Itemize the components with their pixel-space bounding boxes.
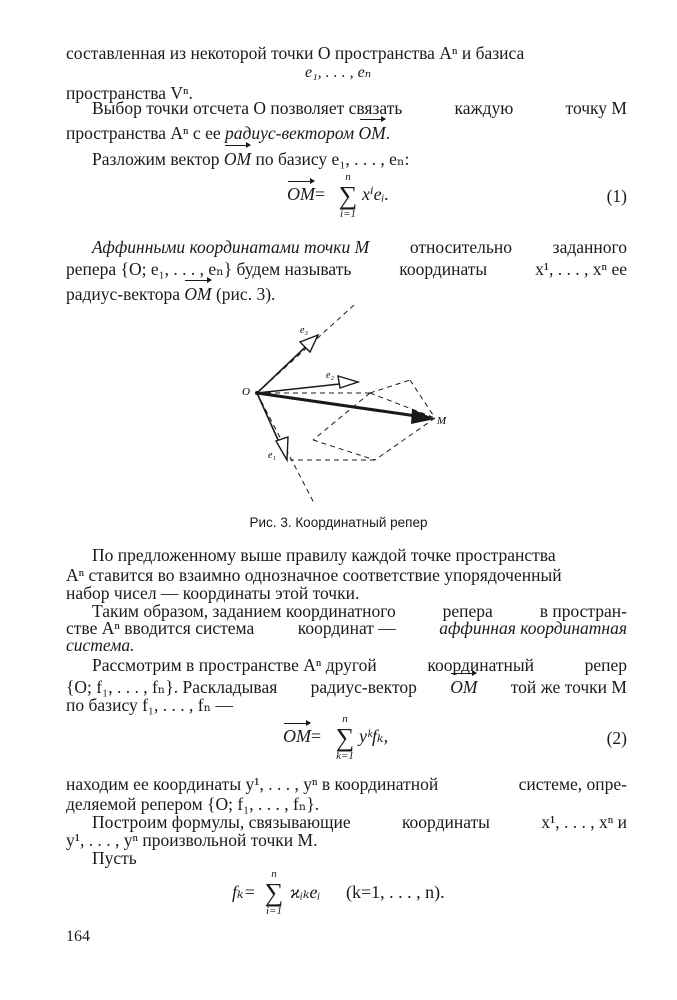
page-number: 164 — [66, 928, 90, 945]
equation-1: OM= n ∑ i=1 xⁱeᵢ. (1) — [287, 171, 627, 220]
label-e2: e₂ — [326, 370, 334, 381]
text-line: e₁, . . . , eₙ — [305, 64, 372, 81]
figure-caption: Рис. 3. Координатный репер — [249, 515, 428, 530]
label-e1: e₁ — [268, 450, 276, 461]
vector-OM — [257, 393, 430, 418]
text-line: {O; f₁, . . . , fₙ}. Раскладывая радиус-вектор OM той же точки M — [66, 677, 627, 697]
text-line: Таким образом, заданием координатного репера в простран- — [92, 601, 627, 621]
text-line: Рассмотрим в пространстве Aⁿ другой координатный репер — [92, 655, 627, 675]
text-line: составленная из некоторой точки O пространства Aⁿ и базиса — [66, 43, 525, 63]
label-M: M — [437, 415, 447, 427]
text-line: Пусть — [92, 848, 137, 868]
sum-sign: n ∑ i=1 — [264, 868, 284, 917]
sum-sign: n ∑ i=1 — [338, 171, 358, 220]
text-line: пространства Vⁿ. — [66, 83, 193, 103]
equation-2: OM= n ∑ k=1 yᵏfₖ, (2) — [283, 713, 627, 762]
label-e3: e₃ — [300, 325, 308, 336]
text-line: репера {O; e₁, . . . , eₙ} будем называть координаты x¹, . . . , xⁿ ее — [66, 259, 627, 279]
figure-coordinate-frame — [230, 300, 460, 505]
text-line: набор чисел — координаты этой точки. — [66, 583, 360, 603]
text-line: Выбор точки отсчета O позволяет связать каждую точку M — [92, 98, 627, 118]
text-line: Аффинными координатами точки M относительно заданного — [92, 237, 627, 257]
text-line: стве Aⁿ вводится система координат — аффинная координатная — [66, 618, 627, 638]
equation-3: fₖ= n ∑ i=1 ϰᵢₖeᵢ (k=1, . . . , n). — [232, 868, 445, 917]
text-line: система. — [66, 635, 135, 655]
text-line: Разложим вектор OM по базису e₁, . . . , eₙ: — [92, 149, 410, 169]
sum-sign: n ∑ k=1 — [335, 713, 355, 762]
text-line: Построим формулы, связывающие координаты x¹, . . . , xⁿ и — [92, 812, 627, 832]
text-line: y¹, . . . , yⁿ произвольной точки M. — [66, 830, 318, 850]
text-line: По предложенному выше правилу каждой точке пространства — [92, 545, 556, 565]
text-line: Aⁿ ставится во взаимно однозначное соответствие упорядоченный — [66, 565, 562, 585]
text-line: пространства Aⁿ с ее радиус-вектором OM. — [66, 123, 391, 143]
text-line: находим ее координаты y¹, . . . , yⁿ в координатной системе, опре- — [66, 774, 627, 794]
text-line: по базису f₁, . . . , fₙ — — [66, 695, 234, 715]
text-line: радиус-вектора OM (рис. 3). — [66, 284, 276, 304]
label-O: O — [242, 386, 250, 398]
text-line: деляемой репером {O; f₁, . . . , fₙ}. — [66, 794, 320, 814]
